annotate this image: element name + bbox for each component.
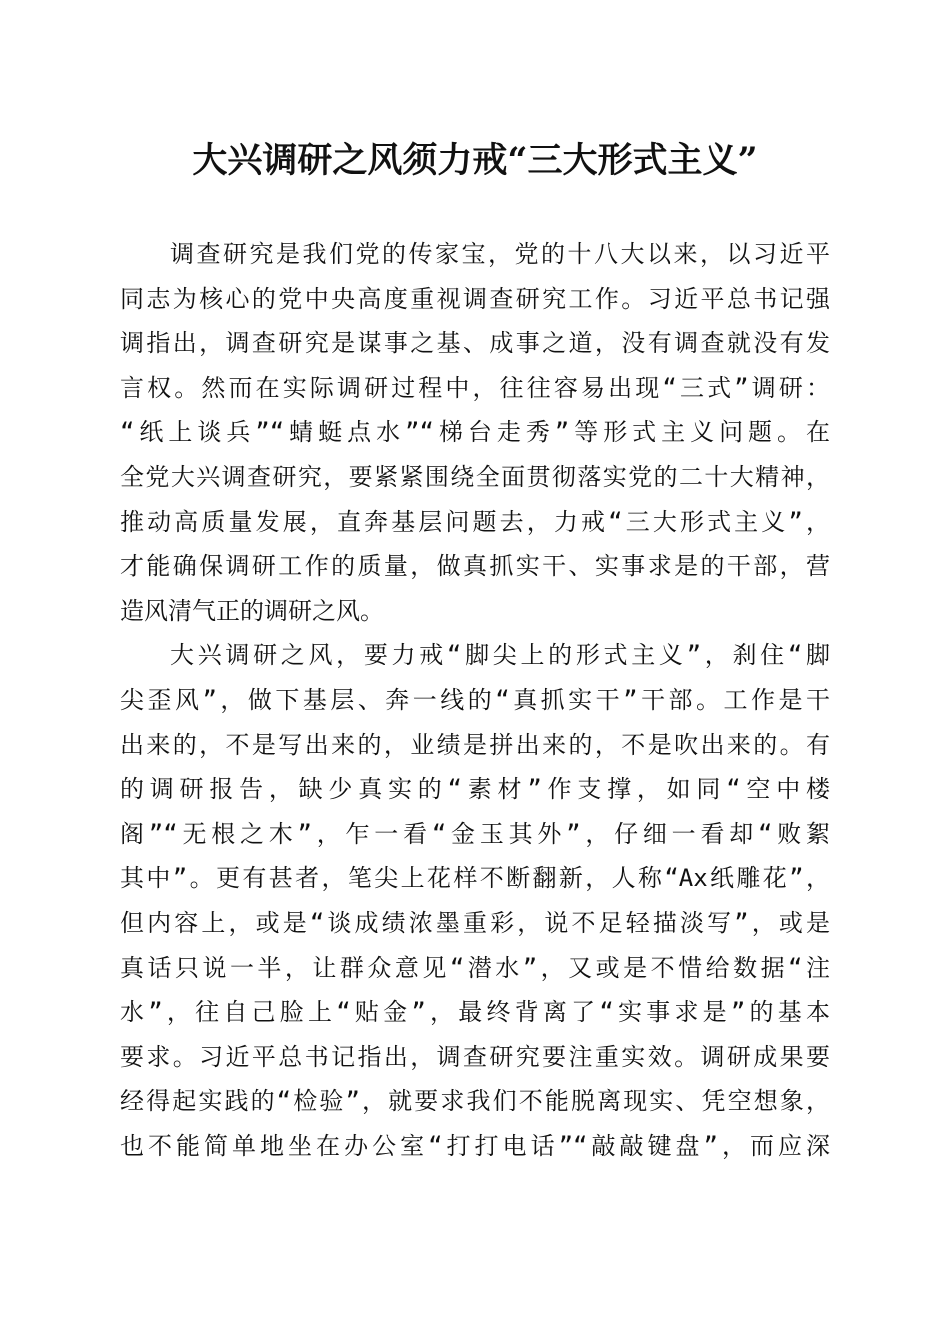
text-line: 的调研报告，缺少真实的“素材”作支撑，如同“空中楼	[120, 775, 830, 804]
text-line: 同志为核心的党中央高度重视调查研究工作。习近平总书记强	[120, 284, 830, 313]
paragraph-2	[120, 633, 830, 1168]
text-line: 尖歪风”，做下基层、奔一线的“真抓实干”干部。工作是干	[120, 685, 830, 714]
text-line: 出来的，不是写出来的，业绩是拼出来的，不是吹出来的。有	[120, 730, 830, 759]
text-line: 调查研究是我们党的传家宝，党的十八大以来，以习近平	[170, 240, 830, 268]
text-line: 阁”“无根之木”，乍一看“金玉其外”，仔细一看却“败絮	[120, 819, 830, 848]
text-line: 也不能简单地坐在办公室“打打电话”“敲敲键盘”，而应深	[120, 1131, 830, 1160]
document-body	[120, 232, 830, 1168]
text-line: 才能确保调研工作的质量，做真抓实干、实事求是的干部，营	[120, 552, 830, 581]
text-line: 言权。然而在实际调研过程中，往往容易出现“三式”调研：	[120, 373, 830, 402]
text-line: “纸上谈兵”“蜻蜓点水”“梯台走秀”等形式主义问题。在	[120, 418, 830, 447]
text-line: 真话只说一半，让群众意见“潜水”，又或是不惜给数据“注	[120, 953, 830, 982]
text-line: 调指出，调查研究是谋事之基、成事之道，没有调查就没有发	[120, 329, 830, 358]
paragraph-1	[120, 232, 830, 633]
text-line: 大兴调研之风，要力戒“脚尖上的形式主义”，刹住“脚	[170, 641, 830, 670]
text-line: 其中”。更有甚者，笔尖上花样不断翻新，人称“Ax纸雕花”，	[120, 864, 830, 893]
text-line: 全党大兴调查研究，要紧紧围绕全面贯彻落实党的二十大精神，	[120, 462, 830, 491]
text-line: 造风清气正的调研之风。	[120, 596, 384, 625]
document-title: 大兴调研之风须力戒“三大形式主义”	[192, 140, 758, 181]
text-line: 但内容上，或是“谈成绩浓墨重彩，说不足轻描淡写”，或是	[120, 908, 830, 937]
text-line: 经得起实践的“检验”，就要求我们不能脱离现实、凭空想象，	[120, 1087, 830, 1116]
text-line: 要求。习近平总书记指出，调查研究要注重实效。调研成果要	[120, 1042, 830, 1071]
text-line: 水”，往自己脸上“贴金”，最终背离了“实事求是”的基本	[120, 998, 830, 1027]
text-line: 推动高质量发展，直奔基层问题去，力戒“三大形式主义”，	[120, 507, 830, 536]
